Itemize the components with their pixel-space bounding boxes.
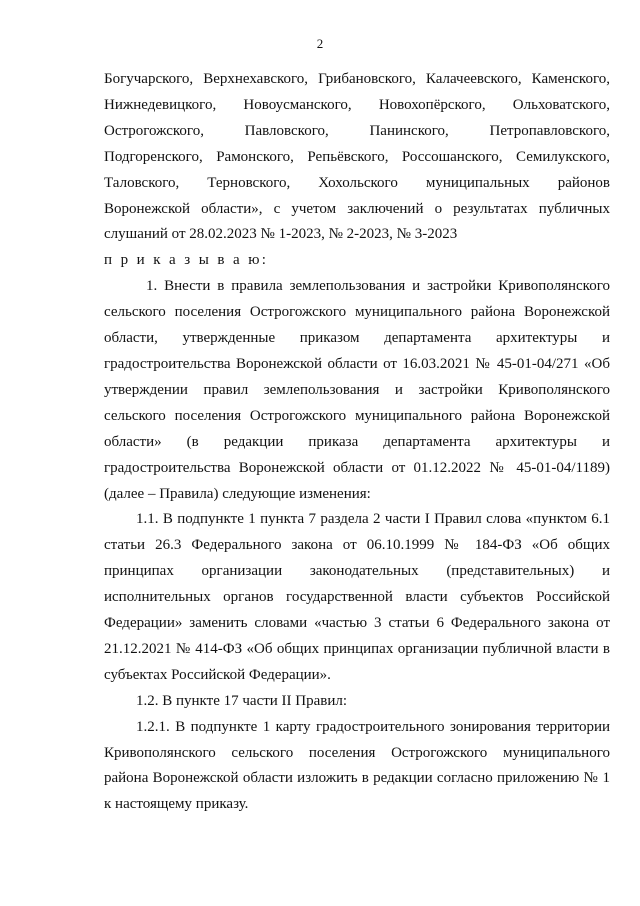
intro-line: Таловского, Терновского, Хохольского муниципальных районов [104,174,610,191]
intro-line: слушаний от 28.02.2023 № 1-2023, № 2-2023, № 3-2023 [104,226,458,243]
page-number: 2 [316,36,324,51]
order-item-1-1: 1.1. В подпункте 1 пункта 7 раздела 2 части I Правил слова «пунктом 6.1 статьи 26.3 Федерального закона от 06.10.1999 № 184-ФЗ «Об общих принципах организации законодательных (представительных) и исполнительных органов государственной власти субъектов Российской Федерации» заменить словами «частью 3 статьи 6 Федерального закона от 21.12.2021 № 414-ФЗ «Об общих принципах организации публичной власти в субъектах Российской Федерации». [104,511,610,683]
order-item-1-2-1: 1.2.1. В подпункте 1 карту градостроительного зонирования территории Кривополянского сельского поселения Острогожского муниципального района Воронежской области изложить в редакции согласно приложению № 1 к настоящему приказу. [104,718,610,813]
order-item-1-2: 1.2. В пункте 17 части II Правил: [136,692,348,709]
document-body [104,67,610,818]
intro-line: Воронежской области», с учетом заключений о результатах публичных [104,200,610,217]
intro-line: Подгоренского, Рамонского, Репьёвского, Россошанского, Семилукского, [104,148,610,165]
order-directive: п р и к а з ы в а ю: [104,252,269,269]
order-item-1: 1. Внести в правила землепользования и застройки Кривополянского сельского поселения Острогожского муниципального района Воронежской области, утвержденные приказом департамента архитектуры и градостроительства Воронежской области от 16.03.2021 № 45-01-04/271 «Об утверждении правил землепользования и застройки Кривополянского сельского поселения Острогожского муниципального района Воронежской области» (в редакции приказа департамента архитектуры и градостроительства Воронежской области от 01.12.2022 № 45-01-04/1189) (далее – Правила) следующие изменения: [104,278,610,502]
intro-line: Богучарского, Верхнехавского, Грибановского, Калачеевского, Каменского, [104,71,610,87]
intro-line: Острогожского, Павловского, Панинского, Петропавловского, [104,122,610,139]
intro-line: Нижнедевицкого, Новоусманского, Новохопёрского, Ольховатского, [104,96,610,113]
